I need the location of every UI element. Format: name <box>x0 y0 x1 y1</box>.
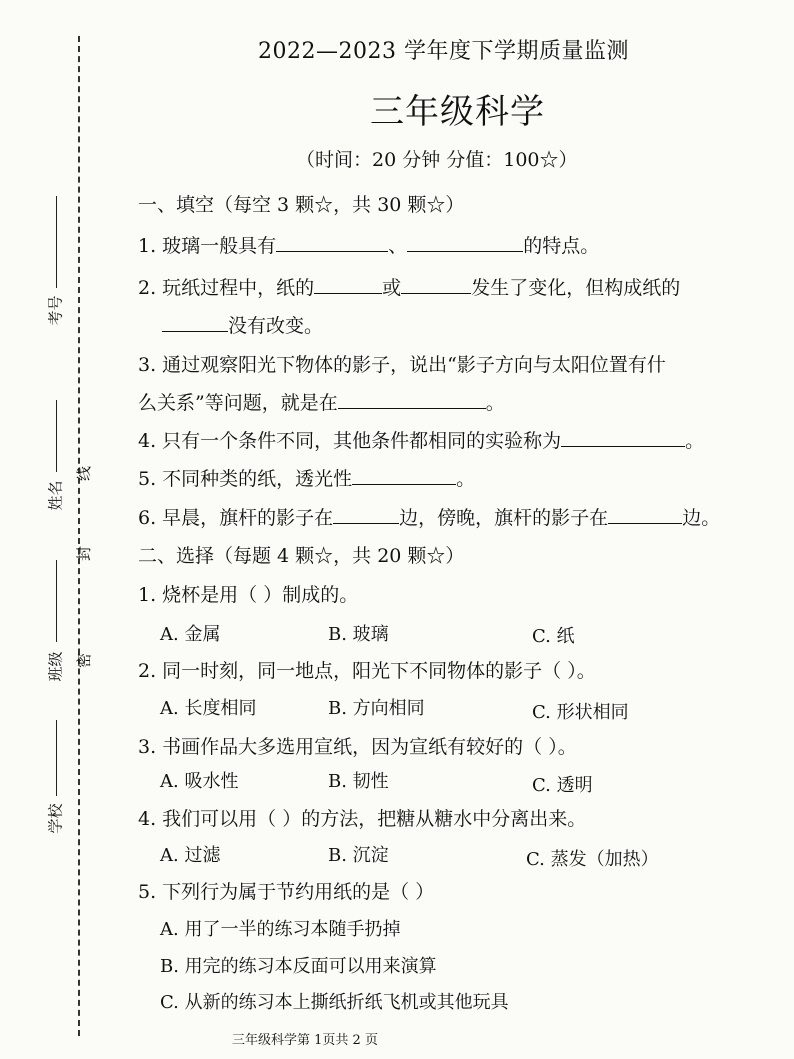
q6-text-c: 边。 <box>682 507 721 529</box>
q6-text-a: 6. 早晨，旗杆的影子在 <box>138 507 334 529</box>
exam-title-line1: 2022—2023 学年度下学期质量监测 <box>258 39 629 64</box>
q4-blank[interactable] <box>561 428 685 447</box>
choice-3-option-c[interactable]: C. 透明 <box>532 775 593 796</box>
seal-line-wrap <box>75 463 94 484</box>
name-label: 姓名 <box>46 480 65 511</box>
q6-text-b: 边，傍晚，旗杆的影子在 <box>399 507 609 529</box>
name-label-wrap <box>40 480 70 511</box>
page-footer: 三年级科学第 1页共 2 页 <box>232 1033 378 1048</box>
q3-blank[interactable] <box>338 390 486 409</box>
choice-2-option-a[interactable]: A. 长度相同 <box>160 698 257 719</box>
seal-seal-wrap <box>75 543 94 564</box>
q5-blank[interactable] <box>352 466 456 485</box>
exam-no-line <box>56 196 57 288</box>
choice-4-option-c[interactable]: C. 蒸发（加热） <box>526 849 659 870</box>
q5-text-a: 5. 不同种类的纸，透光性 <box>138 468 353 490</box>
choice-1-option-a[interactable]: A. 金属 <box>160 624 221 645</box>
fill-question-4 <box>138 426 704 453</box>
q2-blank-3[interactable] <box>162 313 228 332</box>
choice-2-option-c[interactable]: C. 形状相同 <box>532 702 629 723</box>
choice-1-option-b[interactable]: B. 玻璃 <box>328 624 389 645</box>
choice-question-5: 5. 下列行为属于节约用纸的是（ ） <box>138 881 435 903</box>
q1-blank-1[interactable] <box>276 233 388 252</box>
choice-5-option-a[interactable]: A. 用了一半的练习本随手扔掉 <box>160 919 401 940</box>
binding-dashed-line <box>78 36 80 1036</box>
exam-no-label: 考号 <box>46 295 65 326</box>
fill-question-3-cont <box>138 388 505 415</box>
choice-5-option-b[interactable]: B. 用完的练习本反面可以用来演算 <box>160 956 437 977</box>
q6-blank-1[interactable] <box>333 505 399 524</box>
q3-text-b: 么关系”等问题，就是在 <box>138 392 338 414</box>
q1-text-a: 1. 玻璃一般具有 <box>138 235 277 257</box>
q1-blank-2[interactable] <box>407 233 523 252</box>
school-label-wrap <box>40 803 70 834</box>
seal-line-char: 线 <box>75 465 94 482</box>
q2-text-d: 没有改变。 <box>228 315 324 337</box>
choice-2-option-b[interactable]: B. 方向相同 <box>328 698 425 719</box>
q1-text-c: 的特点。 <box>523 235 600 257</box>
q1-text-b: 、 <box>388 235 408 257</box>
q3-text-c: 。 <box>485 392 505 414</box>
exam-no-label-wrap <box>40 295 70 326</box>
choice-4-option-a[interactable]: A. 过滤 <box>160 845 221 866</box>
choice-question-1: 1. 烧杯是用（ ）制成的。 <box>138 584 359 606</box>
q3-text-a: 3. 通过观察阳光下物体的影子，说出“影子方向与太阳位置有什 <box>138 354 666 376</box>
fill-question-2-cont <box>162 311 323 338</box>
school-label: 学校 <box>46 803 65 834</box>
class-label: 班级 <box>46 651 65 682</box>
q2-blank-2[interactable] <box>401 275 471 294</box>
choice-1-option-c[interactable]: C. 纸 <box>532 626 575 647</box>
seal-secret-wrap <box>75 650 94 671</box>
seal-seal-char: 封 <box>75 545 94 562</box>
fill-question-1 <box>138 231 599 258</box>
q2-text-b: 或 <box>382 277 402 299</box>
choice-3-option-a[interactable]: A. 吸水性 <box>160 771 239 792</box>
fill-question-3 <box>138 350 666 377</box>
q2-text-c: 发生了变化，但构成纸的 <box>471 277 681 299</box>
class-label-wrap <box>40 651 70 682</box>
seal-secret-char: 密 <box>75 652 94 669</box>
exam-title-line2: 三年级科学 <box>370 92 545 132</box>
choice-question-3: 3. 书画作品大多选用宣纸，因为宣纸有较好的（ ）。 <box>138 736 577 758</box>
q2-blank-1[interactable] <box>314 275 382 294</box>
q4-text-a: 4. 只有一个条件不同，其他条件都相同的实验称为 <box>138 430 562 452</box>
class-line <box>56 560 57 642</box>
name-line <box>56 400 57 472</box>
choice-question-4: 4. 我们可以用（ ）的方法，把糖从糖水中分离出来。 <box>138 808 587 830</box>
q4-text-b: 。 <box>685 430 705 452</box>
fill-question-6 <box>138 503 720 530</box>
fill-question-2 <box>138 273 680 300</box>
q6-blank-2[interactable] <box>608 505 682 524</box>
school-line <box>56 720 57 796</box>
section2-title: 二、选择（每题 4 颗☆，共 20 颗☆） <box>138 545 465 567</box>
choice-3-option-b[interactable]: B. 韧性 <box>328 771 389 792</box>
q5-text-b: 。 <box>456 468 476 490</box>
choice-4-option-b[interactable]: B. 沉淀 <box>328 845 389 866</box>
exam-subtitle: （时间：20 分钟 分值：100☆） <box>296 149 578 171</box>
choice-question-2: 2. 同一时刻，同一地点，阳光下不同物体的影子（ ）。 <box>138 660 596 682</box>
q2-text-a: 2. 玩纸过程中，纸的 <box>138 277 315 299</box>
section1-title: 一、填空（每空 3 颗☆，共 30 颗☆） <box>138 194 465 216</box>
choice-5-option-c[interactable]: C. 从新的练习本上撕纸折纸飞机或其他玩具 <box>160 992 509 1013</box>
fill-question-5 <box>138 464 475 491</box>
